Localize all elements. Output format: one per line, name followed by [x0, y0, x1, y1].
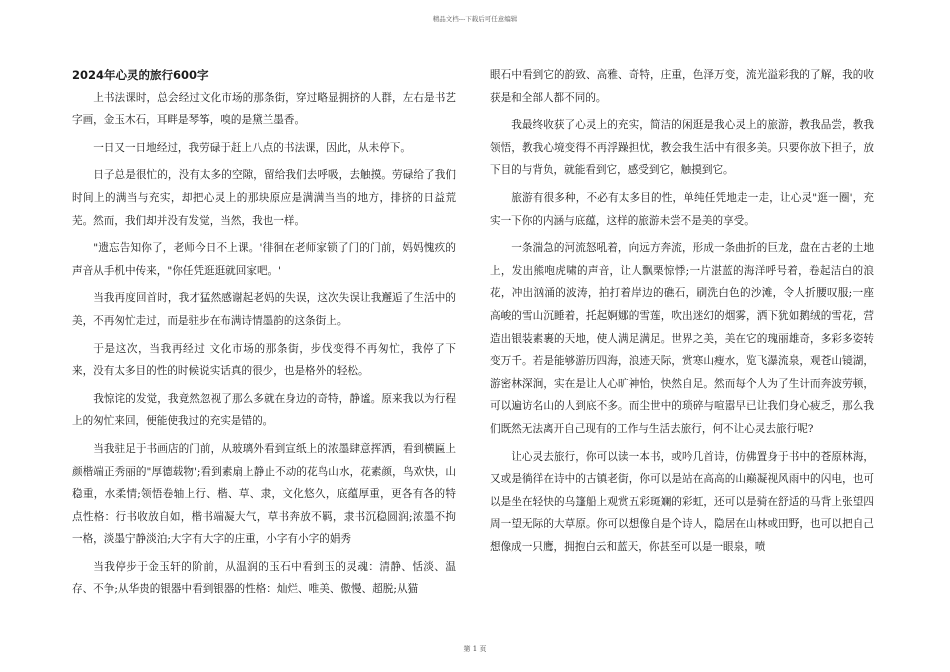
paragraph: 我最终收获了心灵上的充实，简洁的闲逛是我心灵上的旅游，教我品尝，教我领悟，教我心境变得不再浮躁担忧，教会我生活中有很多美。只要你放下担子，放下目的与背负，就能看到它，感受到它，触摸到它。 [490, 119, 874, 177]
page-header: 精品文档---下载后可任意编辑 [432, 15, 518, 23]
paragraph: 当我驻足于书画店的门前，从玻璃外看到宣纸上的浓墨肆意挥洒，看到横匾上颜楷端正秀丽的"厚德载物';看到素扇上静止不动的花鸟山水，花素颜，鸟欢快，山稳重，水柔情;领悟卷轴上行、楷、草、隶，文化悠久，底蕴厚重，更各有各的特点性格：行书收放自如，楷书端凝大气，草书奔放不羁，隶书沉稳圆润;浓墨不拘一格，淡墨宁静淡泊;大字有大字的庄重，小字有小字的娟秀 [72, 442, 456, 546]
paragraph: 日子总是很忙的，没有太多的空隙，留给我们去呼吸，去触摸。劳碌给了我们时间上的满当与充实，却把心灵上的那块原应是满满当当的地方，排挤的日益荒芜。然而，我们却并没有发觉，当然，我也一样。 [72, 169, 456, 227]
paragraph-continued: 眼石中看到它的韵致、高雅、奇特，庄重，色泽万变，流光溢彩我的了解，我的收获是和全部人都不同的。 [490, 69, 874, 104]
page-number: 第 1 页 [463, 645, 487, 653]
paragraph: 当我再度回首时，我才猛然感谢起老妈的失误，这次失误让我邂逅了生活中的美，不再匆忙走过，而是驻步在布满诗情墨韵的这条街上。 [72, 292, 456, 327]
paragraph: 上书法课时，总会经过文化市场的那条街，穿过略显拥挤的人群，左右是书艺字画，金玉木石，耳畔是琴筝，嗅的是黛兰墨香。 [72, 91, 456, 127]
paragraph: 一条湍急的河流怒吼着，向远方奔流，形成一条曲折的巨龙，盘在古老的土地上，发出熊咆虎啸的声音，让人飘栗惊悸;一片湛蓝的海洋呼号着，卷起洁白的浪花，冲出汹涌的波涛，拍打着岸边的礁石，刷洗白色的沙滩，令人折腰叹服;一座高峻的雪山沉睡着，托起婀娜的雪莲，吹出迷幻的烟雾，洒下犹如鹅绒的雪花，营造出银装素裹的天地，使人满足满足。世界之美，美在它的瑰丽雄奇，多彩多姿转变万千。若是能够游历四海，浪迹天际，赏寒山瘦水，览飞瀑流泉，观苍山镜湖，游密林深涧，实在是让人心旷神怡，快然自足。然而每个人为了生计而奔波劳顿，可以遍访名山的人到底不多。而尘世中的琐碎与喧嚣早已让我们身心疲乏，那么我们既然无法离开自己现有的工作与生活去旅行，何不让心灵去旅行呢? [490, 242, 874, 435]
document-title: 2024年心灵的旅行600字 [72, 68, 209, 82]
paragraph: 一日又一日地经过，我劳碌于赶上八点的书法课，因此，从未停下。 [93, 141, 411, 154]
paragraph: 我惊诧的发觉，我竟然忽视了那么多就在身边的奇特，静谧。原来我以为行程上的匆忙来回，便能使我过的充实是错的。 [72, 392, 456, 428]
paragraph: "遗忘告知你了，老师今日不上课。'徘徊在老师家锁了门的门前，妈妈愧疚的声音从手机中传来，"你任凭逛逛就回家吧。' [72, 242, 456, 277]
right-column [490, 64, 874, 563]
paragraph: 让心灵去旅行，你可以读一本书，或吟几首诗，仿佛置身于书中的苍原林海，又或是徜徉在诗中的古镇老街，你可以是站在高高的山巅凝视风雨中的闪电，也可以是坐在轻快的乌篷船上观赏五彩斑斓的彩虹，还可以是骑在舒适的马背上张望四周一望无际的大草原。你可以想像自是个诗人，隐居在山林或田野，也可以把自己想像成一只鹰，拥抱白云和蓝天，你甚至可以是一眼泉，喷 [490, 450, 874, 553]
paragraph: 旅游有很多种，不必有太多目的性，单纯任凭地走一走，让心灵"逛一圈'，充实一下你的内涵与底蕴，这样的旅游未尝不是美的享受。 [490, 191, 874, 227]
left-column [72, 64, 456, 606]
paragraph: 当我停步于金玉轩的阶前，从温润的玉石中看到玉的灵魂：清静、恬淡、温存、不争;从华贵的银器中看到银器的性格：灿烂、唯美、傲慢、超脱;从猫 [72, 560, 456, 596]
paragraph: 于是这次，当我再经过 文化市场的那条街，步伐变得不再匆忙，我停了下来，没有太多目的性的时候说实话真的很少，也是格外的轻松。 [72, 342, 456, 378]
